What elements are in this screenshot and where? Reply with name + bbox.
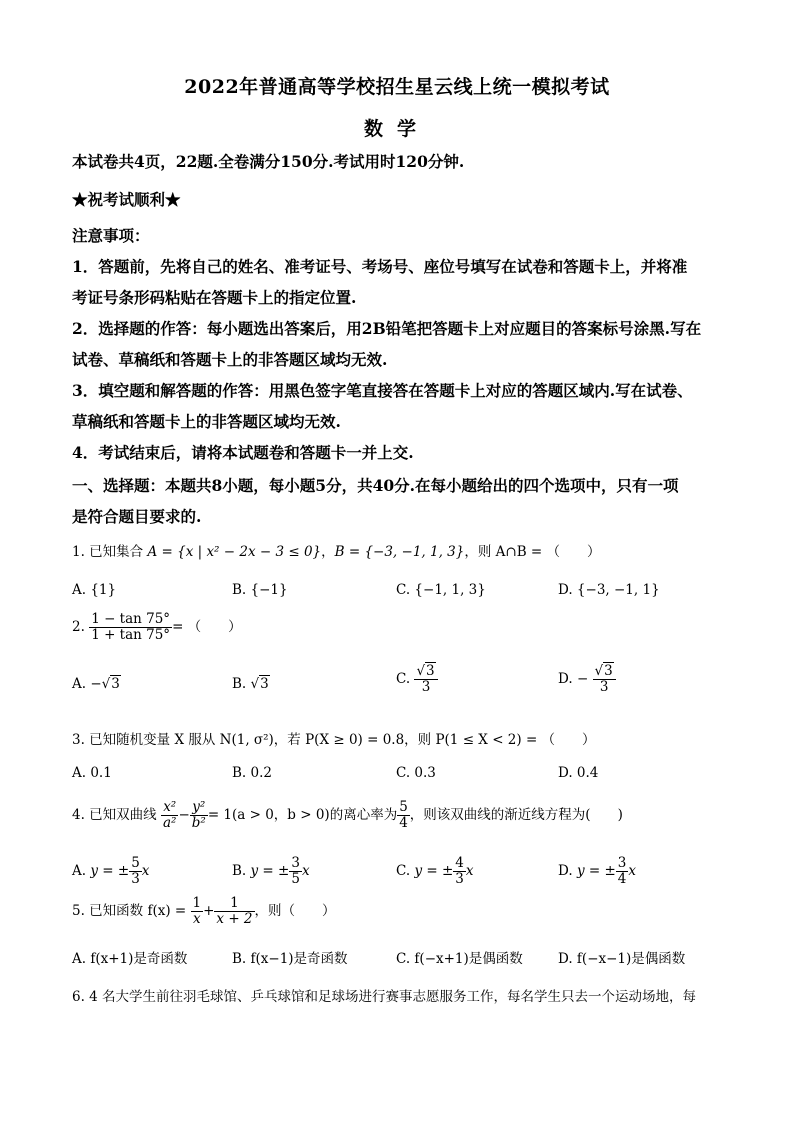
q4-option-c-fraction: [453, 856, 466, 887]
q4-option-a-prefix: y = ±: [90, 862, 130, 879]
q4-option-b-fraction: [289, 856, 302, 887]
q4-ask: ，则该双曲线的渐近线方程为( ): [409, 806, 623, 823]
section-1-heading-line-2: 是符合题目要求的.: [72, 507, 202, 526]
question-2: [72, 612, 242, 643]
q2-option-b-value: √3: [250, 676, 269, 692]
q2-option-a-value: −√3: [90, 676, 120, 692]
q2-option-c: [396, 664, 438, 695]
q2-option-c-denominator: 3: [421, 678, 431, 695]
note-1-line-2: 考证号条形码粘贴在答题卡上的指定位置.: [72, 288, 357, 307]
q2-option-c-fraction: [414, 664, 437, 695]
q2-option-d-fraction: [593, 664, 616, 695]
q2-option-a: [72, 676, 121, 692]
q4-option-b-denominator: 5: [291, 870, 300, 887]
q5-option-a: A. f(x+1)是奇函数: [72, 951, 188, 967]
q5-fraction-2-denominator: x + 2: [216, 910, 253, 927]
q4-x-denominator: a²: [162, 814, 177, 831]
q4-option-d-fraction: [616, 856, 629, 887]
q2-option-d: [558, 664, 616, 695]
note-2-line-1: 2．选择题的作答：每小题选出答案后，用2B铅笔把答题卡上对应题目的答案标号涂黑.写在: [72, 319, 702, 338]
q4-y-fraction: [190, 800, 208, 831]
q2-option-d-numerator: √3: [593, 664, 616, 680]
q1-ask: ，则 A∩B = （ ）: [464, 544, 601, 560]
note-4: 4．考试结束后，请将本试题卷和答题卡一并上交.: [72, 443, 414, 462]
q5-plus: +: [203, 902, 215, 919]
q4-option-a-numerator: 5: [131, 855, 140, 871]
q1-prefix: 1. 已知集合: [72, 544, 144, 560]
q4-option-d-denominator: 4: [617, 870, 627, 887]
q1-set-a: A = {x | x² − 2x − 3 ≤ 0}: [147, 544, 322, 560]
q2-fraction-numerator: 1 − tan 75°: [91, 611, 171, 627]
q3-option-b: B. 0.2: [232, 765, 272, 781]
q4-option-d-label: D.: [558, 862, 573, 879]
q4-eccentricity: [397, 800, 410, 831]
q2-option-d-label: D.: [558, 670, 573, 687]
q4-option-a-denominator: 3: [131, 870, 140, 887]
q2-option-b: [232, 676, 270, 692]
q4-option-c-numerator: 4: [455, 855, 464, 871]
q4-option-c-x: x: [465, 862, 474, 879]
note-3-line-1: 3．填空题和解答题的作答：用黑色签字笔直接答在答题卡上对应的答题区域内.写在试卷、: [72, 381, 693, 400]
q4-option-b-label: B.: [232, 862, 247, 879]
notes-title: 注意事项：: [72, 226, 150, 245]
q4-option-b-prefix: y = ±: [250, 862, 290, 879]
subject-title: 数学: [363, 118, 430, 140]
question-5: [72, 896, 336, 927]
q4-option-b-numerator: 3: [291, 855, 300, 871]
q5-option-d: D. f(−x−1)是偶函数: [558, 951, 686, 967]
q4-eccentricity-numerator: 5: [399, 799, 408, 815]
exam-title: 2022年普通高等学校招生星云线上统一模拟考试: [184, 76, 610, 98]
q1-option-b: B. {−1}: [232, 582, 288, 598]
q2-option-c-numerator: √3: [414, 664, 437, 680]
q4-option-a: [72, 856, 149, 887]
q5-fraction-1-numerator: 1: [192, 895, 202, 911]
q4-option-a-label: A.: [72, 862, 87, 879]
q2-option-d-denominator: 3: [599, 678, 609, 695]
exam-summary: 本试卷共4页，22题.全卷满分150分.考试用时120分钟.: [72, 152, 465, 171]
q4-prefix: 4. 已知双曲线: [72, 806, 157, 823]
section-1-heading-line-1: 一、选择题：本题共8小题，每小题5分，共40分.在每小题给出的四个选项中，只有一项: [72, 476, 679, 495]
good-luck-wish: ★祝考试顺利★: [72, 190, 181, 209]
q2-option-a-radicand: 3: [111, 676, 120, 692]
q4-option-d-prefix: y = ±: [576, 862, 616, 879]
q1-option-d: D. {−3, −1, 1}: [558, 582, 660, 598]
note-1-line-1: 1．答题前，先将自己的姓名、准考证号、考场号、座位号填写在试卷和答题卡上，并将准: [72, 257, 688, 276]
q4-option-b-x: x: [301, 862, 310, 879]
q2-ask: = （ ）: [172, 618, 242, 635]
q1-option-a: A. {1}: [72, 582, 117, 598]
q5-fraction-1-denominator: x: [193, 910, 201, 927]
q2-fraction-denominator: 1 + tan 75°: [91, 626, 171, 643]
q2-option-b-radicand: 3: [260, 676, 269, 692]
q4-y-denominator: b²: [191, 814, 206, 831]
q4-minus: −: [178, 806, 190, 823]
q4-option-d-x: x: [628, 862, 636, 879]
q3-option-a: A. 0.1: [72, 765, 112, 781]
q5-prefix: 5. 已知函数 f(x) =: [72, 902, 187, 919]
q2-option-c-radicand: 3: [426, 663, 435, 679]
q4-option-c-denominator: 3: [455, 870, 464, 887]
q4-option-b: [232, 856, 310, 887]
q1-sep: ，: [321, 544, 335, 560]
question-1: [72, 540, 601, 560]
q4-option-d-numerator: 3: [617, 855, 627, 871]
q4-x-fraction: [161, 800, 178, 831]
q5-fraction-2-numerator: 1: [214, 896, 254, 912]
q4-eccentricity-denominator: 4: [399, 814, 408, 831]
note-3-line-2: 草稿纸和答题卡上的非答题区域均无效.: [72, 412, 341, 431]
q4-y-numerator: y²: [190, 800, 208, 816]
question-6: 6. 4 名大学生前往羽毛球馆、乒乓球馆和足球场进行赛事志愿服务工作，每名学生只去一个运动场地，每: [72, 989, 697, 1005]
q5-option-c: C. f(−x+1)是偶函数: [396, 951, 523, 967]
q2-option-d-radicand: 3: [604, 663, 613, 679]
q4-option-a-x: x: [141, 862, 150, 879]
q1-set-b: B = {−3, −1, 1, 3}: [334, 544, 465, 560]
note-2-line-2: 试卷、草稿纸和答题卡上的非答题区域均无效.: [72, 350, 388, 369]
q2-fraction: [89, 612, 172, 643]
q3-option-d: D. 0.4: [558, 765, 599, 781]
q5-option-b: B. f(x−1)是奇函数: [232, 951, 348, 967]
q2-option-a-sign: −: [90, 676, 102, 692]
q4-option-c-label: C.: [396, 862, 411, 879]
q1-option-c: C. {−1, 1, 3}: [396, 582, 486, 598]
q2-option-a-label: A.: [72, 676, 87, 692]
q5-ask: ，则（ ）: [254, 902, 336, 919]
q3-option-c: C. 0.3: [396, 765, 436, 781]
q4-option-c-prefix: y = ±: [414, 862, 454, 879]
q2-number: 2.: [72, 618, 85, 635]
q5-fraction-2: [214, 896, 254, 927]
q2-option-d-sign: −: [576, 670, 589, 687]
q2-option-b-label: B.: [232, 676, 247, 692]
q4-option-a-fraction: [129, 856, 142, 887]
question-4: [72, 800, 623, 831]
q4-option-d: [558, 856, 636, 887]
question-3: 3. 已知随机变量 X 服从 N(1, σ²)，若 P(X ≥ 0) = 0.8，则 P(1 ≤ X < 2) = （ ）: [72, 732, 596, 748]
q5-fraction-1: [191, 896, 204, 927]
q2-option-c-label: C.: [396, 670, 411, 687]
q4-x-numerator: x²: [161, 800, 178, 816]
q4-option-c: [396, 856, 474, 887]
q4-middle-text: = 1(a > 0，b > 0)的离心率为: [207, 806, 398, 823]
